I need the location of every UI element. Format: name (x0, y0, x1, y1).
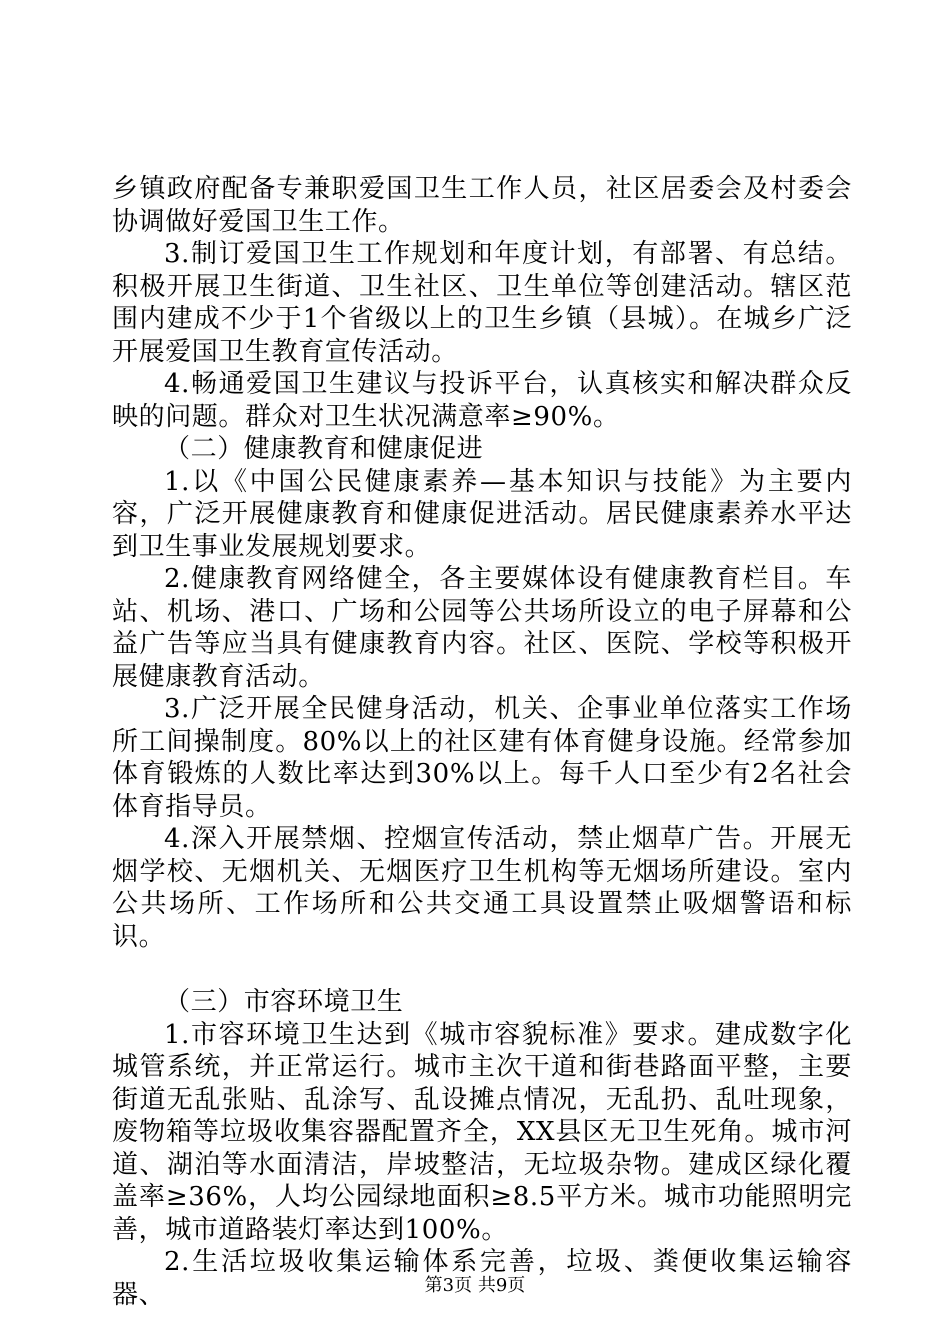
paragraph-item-4-complaints: 4.畅通爱国卫生建议与投诉平台，认真核实和解决群众反映的问题。群众对卫生状况满意率≥90%。 (112, 369, 852, 432)
paragraph-item-4-tobacco-control: 4.深入开展禁烟、控烟宣传活动，禁止烟草广告。开展无烟学校、无烟机关、无烟医疗卫生机构等无烟场所建设。室内公共场所、工作场所和公共交通工具设置禁止吸烟警语和标识。 (112, 824, 852, 952)
document-body (112, 173, 852, 1311)
paragraph-continuation: 乡镇政府配备专兼职爱国卫生工作人员，社区居委会及村委会协调做好爱国卫生工作。 (112, 174, 852, 237)
paragraph-item-2-education-network: 2.健康教育网络健全，各主要媒体设有健康教育栏目。车站、机场、港口、广场和公园等公共场所设立的电子屏幕和公益广告等应当具有健康教育内容。社区、医院、学校等积极开展健康教育活动。 (112, 564, 852, 692)
section-heading-city-sanitation: （三）市容环境卫生 (164, 987, 404, 1017)
paragraph-item-2-waste-collection: 2.生活垃圾收集运输体系完善，垃圾、粪便收集运输容器、 (112, 1247, 852, 1310)
paragraph-item-3-planning: 3.制订爱国卫生工作规划和年度计划，有部署、有总结。积极开展卫生街道、卫生社区、卫生单位等创建活动。辖区范围内建成不少于1个省级以上的卫生乡镇（县城）。在城乡广泛开展爱国卫生教育宣传活动。 (112, 239, 852, 367)
paragraph-item-1-city-appearance: 1.市容环境卫生达到《城市容貌标准》要求。建成数字化城管系统，并正常运行。城市主次干道和街巷路面平整，主要街道无乱张贴、乱涂写、乱设摊点情况，无乱扔、乱吐现象，废物箱等垃圾收集容器配置齐全，XX县区无卫生死角。城市河道、湖泊等水面清洁，岸坡整洁，无垃圾杂物。建成区绿化覆盖率≥36%，人均公园绿地面积≥8.5平方米。城市功能照明完善，城市道路装灯率达到100%。 (112, 1019, 852, 1245)
section-heading-health-education: （二）健康教育和健康促进 (164, 434, 484, 464)
paragraph-item-1-health-literacy: 1.以《中国公民健康素养—基本知识与技能》为主要内容，广泛开展健康教育和健康促进活动。居民健康素养水平达到卫生事业发展规划要求。 (112, 466, 852, 562)
paragraph-item-3-fitness: 3.广泛开展全民健身活动，机关、企事业单位落实工作场所工间操制度。80%以上的社区建有体育健身设施。经常参加体育锻炼的人数比率达到30%以上。每千人口至少有2名社会体育指导员。 (112, 694, 852, 822)
page-number-footer: 第3页 共9页 (424, 1275, 526, 1296)
